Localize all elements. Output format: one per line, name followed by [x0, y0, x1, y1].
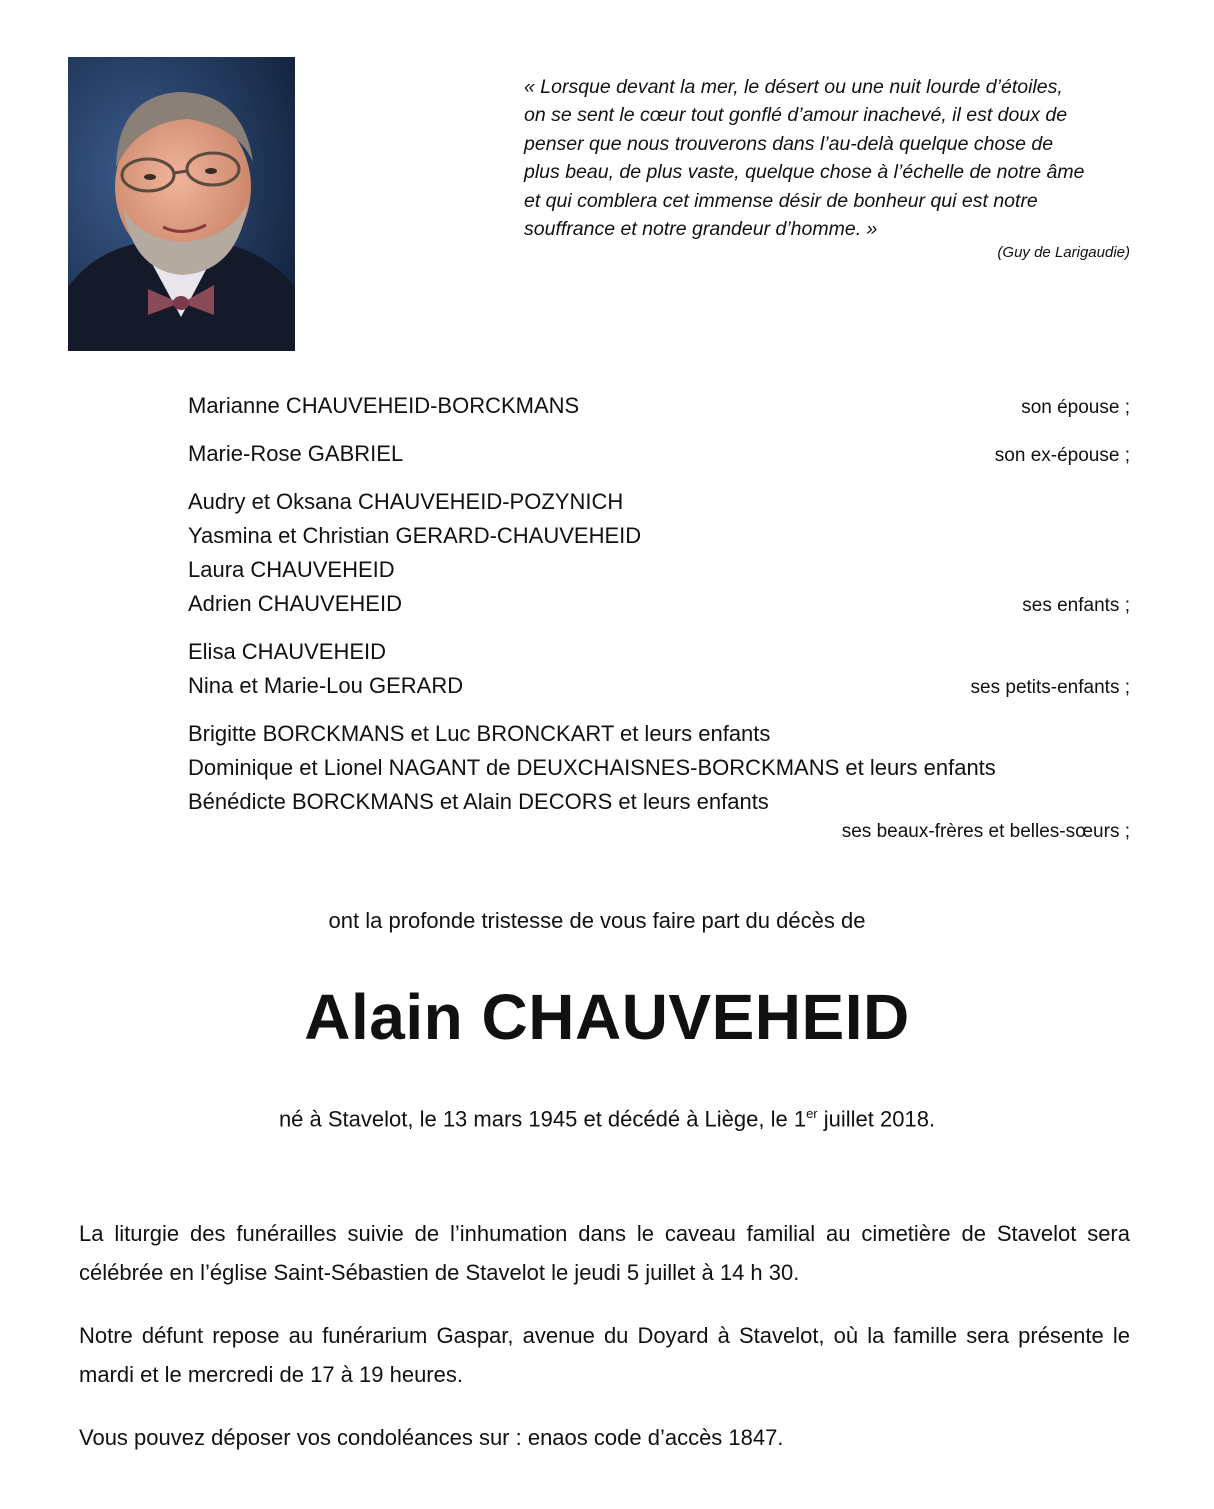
family-row-child — [188, 557, 1130, 591]
quote-line: plus beau, de plus vaste, quelque chose à l’échelle de notre âme — [524, 161, 1085, 184]
epigraph-quote — [524, 73, 1134, 243]
portrait-photo — [68, 57, 295, 351]
family-row-ex-spouse — [188, 441, 1130, 475]
family-name: Marie-Rose GABRIEL — [188, 441, 404, 466]
family-name: Audry et Oksana CHAUVEHEID-POZYNICH — [188, 489, 624, 514]
family-row-in-law — [188, 755, 1130, 789]
family-name: Nina et Marie-Lou GERARD — [188, 673, 464, 698]
family-row-in-law — [188, 721, 1130, 755]
dates-superscript: er — [806, 1106, 818, 1121]
family-name: Elisa CHAUVEHEID — [188, 639, 387, 664]
family-row-child — [188, 591, 1130, 625]
family-relation: son ex-épouse ; — [994, 445, 1130, 466]
family-name: Adrien CHAUVEHEID — [188, 591, 402, 616]
dates-text: né à Stavelot, le 13 mars 1945 et décédé à Liège, le 1 — [278, 1106, 807, 1132]
family-name: Yasmina et Christian GERARD-CHAUVEHEID — [188, 523, 642, 548]
family-row-spouse — [188, 393, 1130, 427]
quote-author: (Guy de Larigaudie) — [997, 244, 1130, 261]
family-row-child — [188, 523, 1130, 557]
funeral-paragraph: La liturgie des funérailles suivie de l’inhumation dans le caveau familial au cimetière de Stavelot sera célébrée en l’église Saint-Sébastien de Stavelot le jeudi 5 juillet à 14 h 30. — [79, 1221, 1130, 1285]
quote-line: « Lorsque devant la mer, le désert ou une nuit lourde d’étoiles, — [524, 76, 1063, 98]
visitation-paragraph: Notre défunt repose au funérarium Gaspar, avenue du Doyard à Stavelot, où la famille sera présente le mardi et le mercredi de 17 à 19 heures. — [79, 1323, 1130, 1387]
family-name: Marianne CHAUVEHEID-BORCKMANS — [188, 393, 580, 418]
family-name: Brigitte BORCKMANS et Luc BRONCKART et leurs enfants — [188, 721, 771, 746]
deceased-name: Alain CHAUVEHEID — [304, 981, 910, 1053]
quote-line: penser que nous trouverons dans l’au-delà quelque chose de — [524, 132, 1054, 155]
family-relation: son épouse ; — [1021, 397, 1130, 418]
dates-text-end: juillet 2018. — [817, 1106, 936, 1132]
birth-death-dates — [0, 1106, 1214, 1132]
quote-line: on se sent le cœur tout gonflé d’amour inachevé, il est doux de — [524, 104, 1068, 127]
family-row-grandchild — [188, 673, 1130, 707]
family-relation: ses beaux-frères et belles-sœurs ; — [841, 821, 1130, 842]
family-relation: ses petits-enfants ; — [970, 677, 1130, 698]
family-row-in-law-relation — [188, 817, 1130, 851]
family-relation: ses enfants ; — [1022, 595, 1130, 616]
quote-line: et qui comblera cet immense désir de bonheur qui est notre — [524, 189, 1038, 212]
announcement-text: ont la profonde tristesse de vous faire part du décès de — [328, 908, 866, 933]
family-name: Laura CHAUVEHEID — [188, 557, 395, 582]
condolences-paragraph: Vous pouvez déposer vos condoléances sur : enaos code d’accès 1847. — [79, 1425, 784, 1450]
family-row-child — [188, 489, 1130, 523]
quote-line: souffrance et notre grandeur d’homme. » — [524, 218, 878, 241]
family-name: Dominique et Lionel NAGANT de DEUXCHAISNES-BORCKMANS et leurs enfants — [188, 755, 996, 780]
family-row-grandchild — [188, 639, 1130, 673]
portrait-photo-icon — [68, 57, 295, 351]
family-name: Bénédicte BORCKMANS et Alain DECORS et leurs enfants — [188, 789, 769, 814]
